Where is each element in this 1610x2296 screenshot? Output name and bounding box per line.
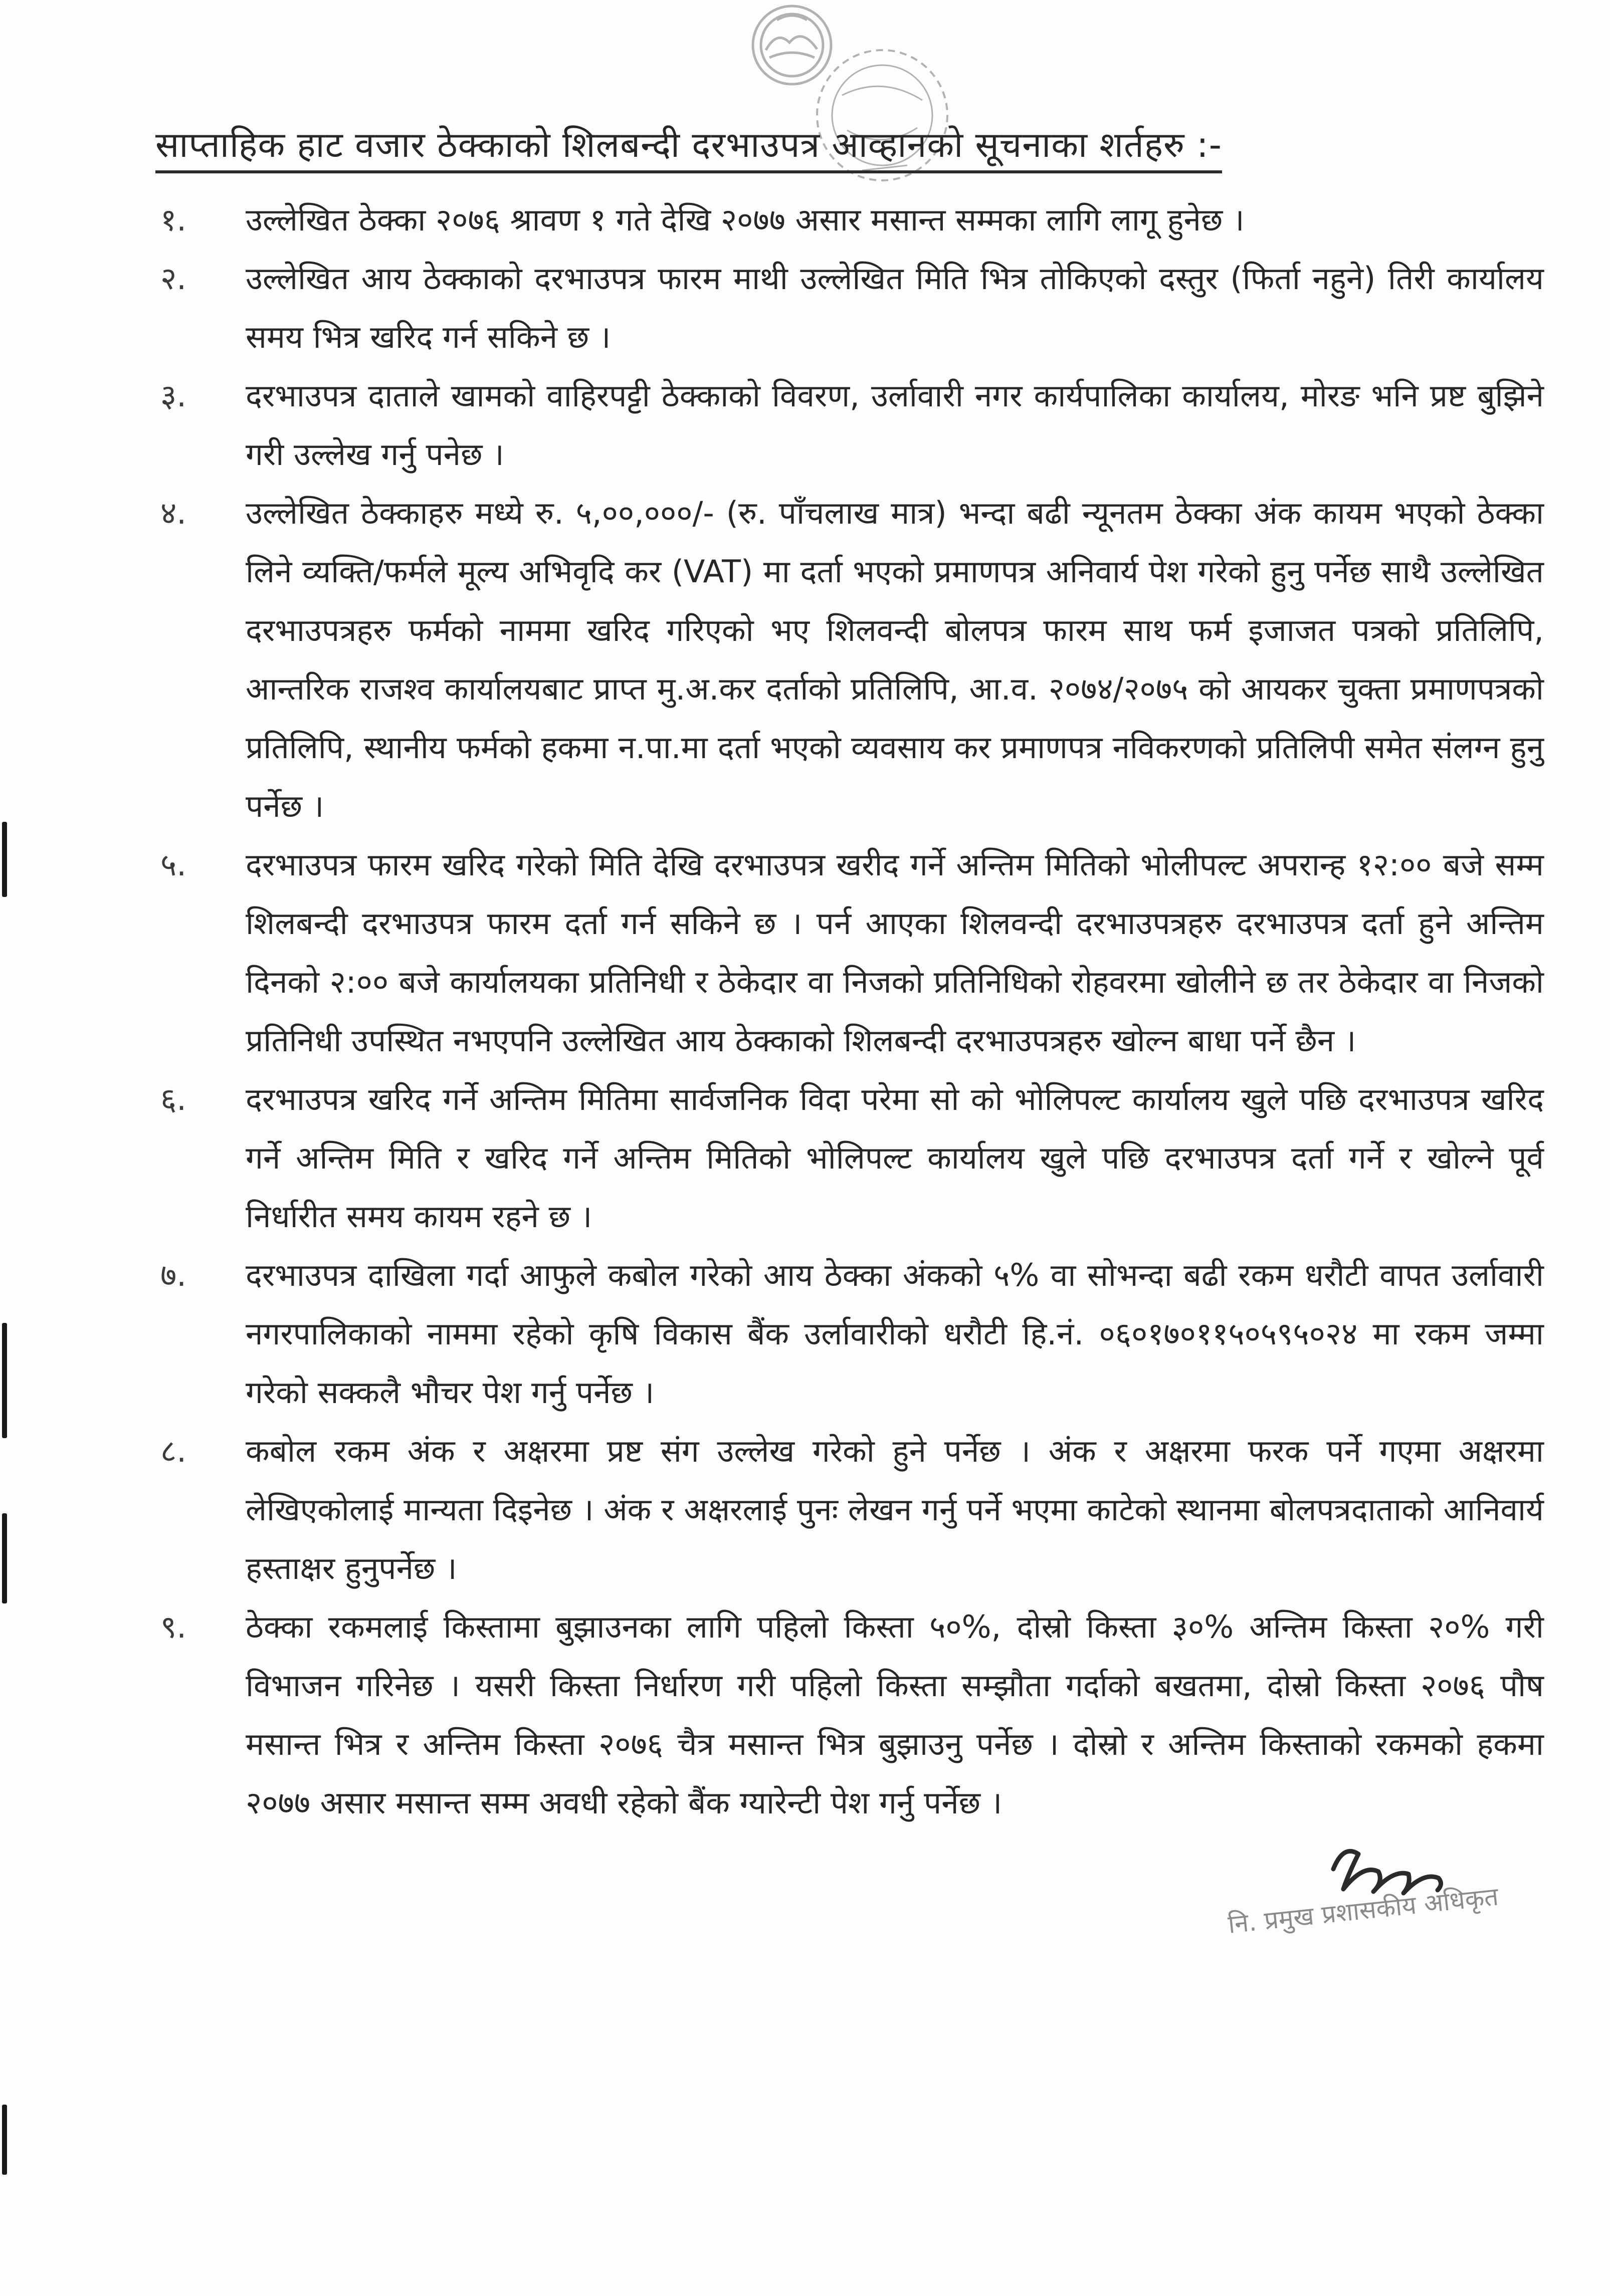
list-item xyxy=(160,484,1544,835)
scan-edge-mark xyxy=(2,1323,7,1438)
clause-text: दरभाउपत्र फारम खरिद गरेको मिति देखि दरभाउपत्र खरीद गर्ने अन्तिम मितिको भोलीपल्ट अपरान्ह १२:०० बजे सम्म शिलबन्दी दरभाउपत्र फारम दर्ता गर्न सकिने छ । पर्न आएका शिलवन्दी दरभाउपत्रहरु दरभाउपत्र दर्ता हुने अन्तिम दिनको २:०० बजे कार्यालयका प्रतिनिधी र ठेकेदार वा निजको प्रतिनिधिको रोहवरमा खोलीने छ तर ठेकेदार वा निजको प्रतिनिधी उपस्थित नभएपनि उल्लेखित आय ठेक्काको शिलबन्दी दरभाउपत्रहरु खोल्न बाधा पर्ने छैन । xyxy=(246,846,1544,1059)
scan-edge-mark xyxy=(2,2105,7,2175)
clause-text: दरभाउपत्र खरिद गर्ने अन्तिम मितिमा सार्वजनिक विदा परेमा सो को भोलिपल्ट कार्यालय खुले पछि दरभाउपत्र खरिद गर्ने अन्तिम मिति र खरिद गर्ने अन्तिम मितिको भोलिपल्ट कार्यालय खुले पछि दरभाउपत्र दर्ता गर्ने र खोल्ने पूर्व निर्धारीत समय कायम रहने छ । xyxy=(246,1081,1544,1235)
clause-text: उल्लेखित ठेक्का २०७६ श्रावण १ गते देखि २०७७ असार मसान्त सम्मका लागि लागू हुनेछ । xyxy=(246,201,1245,238)
list-item xyxy=(160,249,1544,366)
clause-text: दरभाउपत्र दाखिला गर्दा आफुले कबोल गरेको आय ठेक्का अंकको ५% वा सोभन्दा बढी रकम धरौटी वापत उर्लावारी नगरपालिकाको नाममा रहेको कृषि विकास बैंक उर्लावारीको धरौटी हि.नं. ०६०१७०११५०५९५०२४ मा रकम जम्मा गरेको सक्कलै भौचर पेश गर्नु पर्नेछ । xyxy=(246,1257,1544,1411)
list-item xyxy=(160,1597,1544,1832)
signatory-stamp: नि. प्रमुख प्रशासकीय अधिकृत xyxy=(1227,1882,1500,1939)
list-item xyxy=(160,190,1544,249)
clause-number: ६. xyxy=(160,1081,186,1117)
clause-text: कबोल रकम अंक र अक्षरमा प्रष्ट संग उल्लेख गरेको हुने पर्नेछ । अंक र अक्षरमा फरक पर्ने गएमा अक्षरमा लेखिएकोलाई मान्यता दिइनेछ । अंक र अक्षरलाई पुनः लेखन गर्नु पर्ने भएमा काटेको स्थानमा बोलपत्रदाताको आनिवार्य हस्ताक्षर हुनुपर्नेछ । xyxy=(246,1433,1544,1586)
list-item xyxy=(160,366,1544,484)
clause-text: ठेक्का रकमलाई किस्तामा बुझाउनका लागि पहिलो किस्ता ५०%, दोस्रो किस्ता ३०% अन्तिम किस्ता २०% गरी विभाजन गरिनेछ । यसरी किस्ता निर्धारण गरी पहिलो किस्ता सम्झौता गर्दाको बखतमा, दोस्रो किस्ता २०७६ पौष मसान्त भित्र र अन्तिम किस्ता २०७६ चैत्र मसान्त भित्र बुझाउनु पर्नेछ । दोस्रो र अन्तिम किस्ताको रकमको हकमा २०७७ असार मसान्त सम्म अवधी रहेको बैंक ग्यारेन्टी पेश गर्नु पर्नेछ । xyxy=(246,1609,1544,1821)
clause-number: ३. xyxy=(160,377,186,414)
clause-number: १. xyxy=(160,201,186,238)
clause-text: उल्लेखित आय ठेक्काको दरभाउपत्र फारम माथी उल्लेखित मिति भित्र तोकिएको दस्तुर (फिर्ता नहुने) तिरी कार्यालय समय भित्र खरिद गर्न सकिने छ । xyxy=(246,260,1544,355)
list-item xyxy=(160,835,1544,1070)
list-item xyxy=(160,1246,1544,1422)
clause-number: ७. xyxy=(160,1257,186,1293)
clause-text: दरभाउपत्र दाताले खामको वाहिरपट्टी ठेक्काको विवरण, उर्लावारी नगर कार्यपालिका कार्यालय, मोरङ भनि प्रष्ट बुझिने गरी उल्लेख गर्नु पनेछ । xyxy=(246,377,1544,473)
clause-number: ४. xyxy=(160,495,186,531)
clause-text: उल्लेखित ठेक्काहरु मध्ये रु. ५,००,०००/- (रु. पाँचलाख मात्र) भन्दा बढी न्यूनतम ठेक्का अंक कायम भएको ठेक्का लिने व्यक्ति/फर्मले मूल्य अभिवृदि कर (VAT) मा दर्ता भएको प्रमाणपत्र अनिवार्य पेश गरेको हुनु पर्नेछ साथै उल्लेखित दरभाउपत्रहरु फर्मको नाममा खरिद गरिएको भए शिलवन्दी बोलपत्र फारम साथ फर्म इजाजत पत्रको प्रतिलिपि, आन्तरिक राजश्व कार्यालयबाट प्राप्त मु.अ.कर दर्ताको प्रतिलिपि, आ.व. २०७४/२०७५ को आयकर चुक्ता प्रमाणपत्रको प्रतिलिपि, स्थानीय फर्मको हकमा न.पा.मा दर्ता भएको व्यवसाय कर प्रमाणपत्र नविकरणको प्रतिलिपी समेत संलग्न हुनु पर्नेछ । xyxy=(246,495,1544,824)
list-item xyxy=(160,1070,1544,1246)
municipality-seal-icon xyxy=(742,0,952,210)
document-title: साप्ताहिक हाट वजार ठेक्काको शिलबन्दी दरभाउपत्र आव्हानको सूचनाका शर्तहरु :- xyxy=(155,119,1222,173)
clause-number: ८. xyxy=(160,1433,186,1469)
terms-list xyxy=(160,190,1544,1832)
list-item xyxy=(160,1422,1544,1597)
scan-edge-mark xyxy=(2,1513,7,1603)
scan-edge-mark xyxy=(2,822,7,897)
clause-number: ५. xyxy=(160,846,186,883)
clause-number: २. xyxy=(160,260,186,297)
clause-number: ९. xyxy=(160,1609,186,1645)
